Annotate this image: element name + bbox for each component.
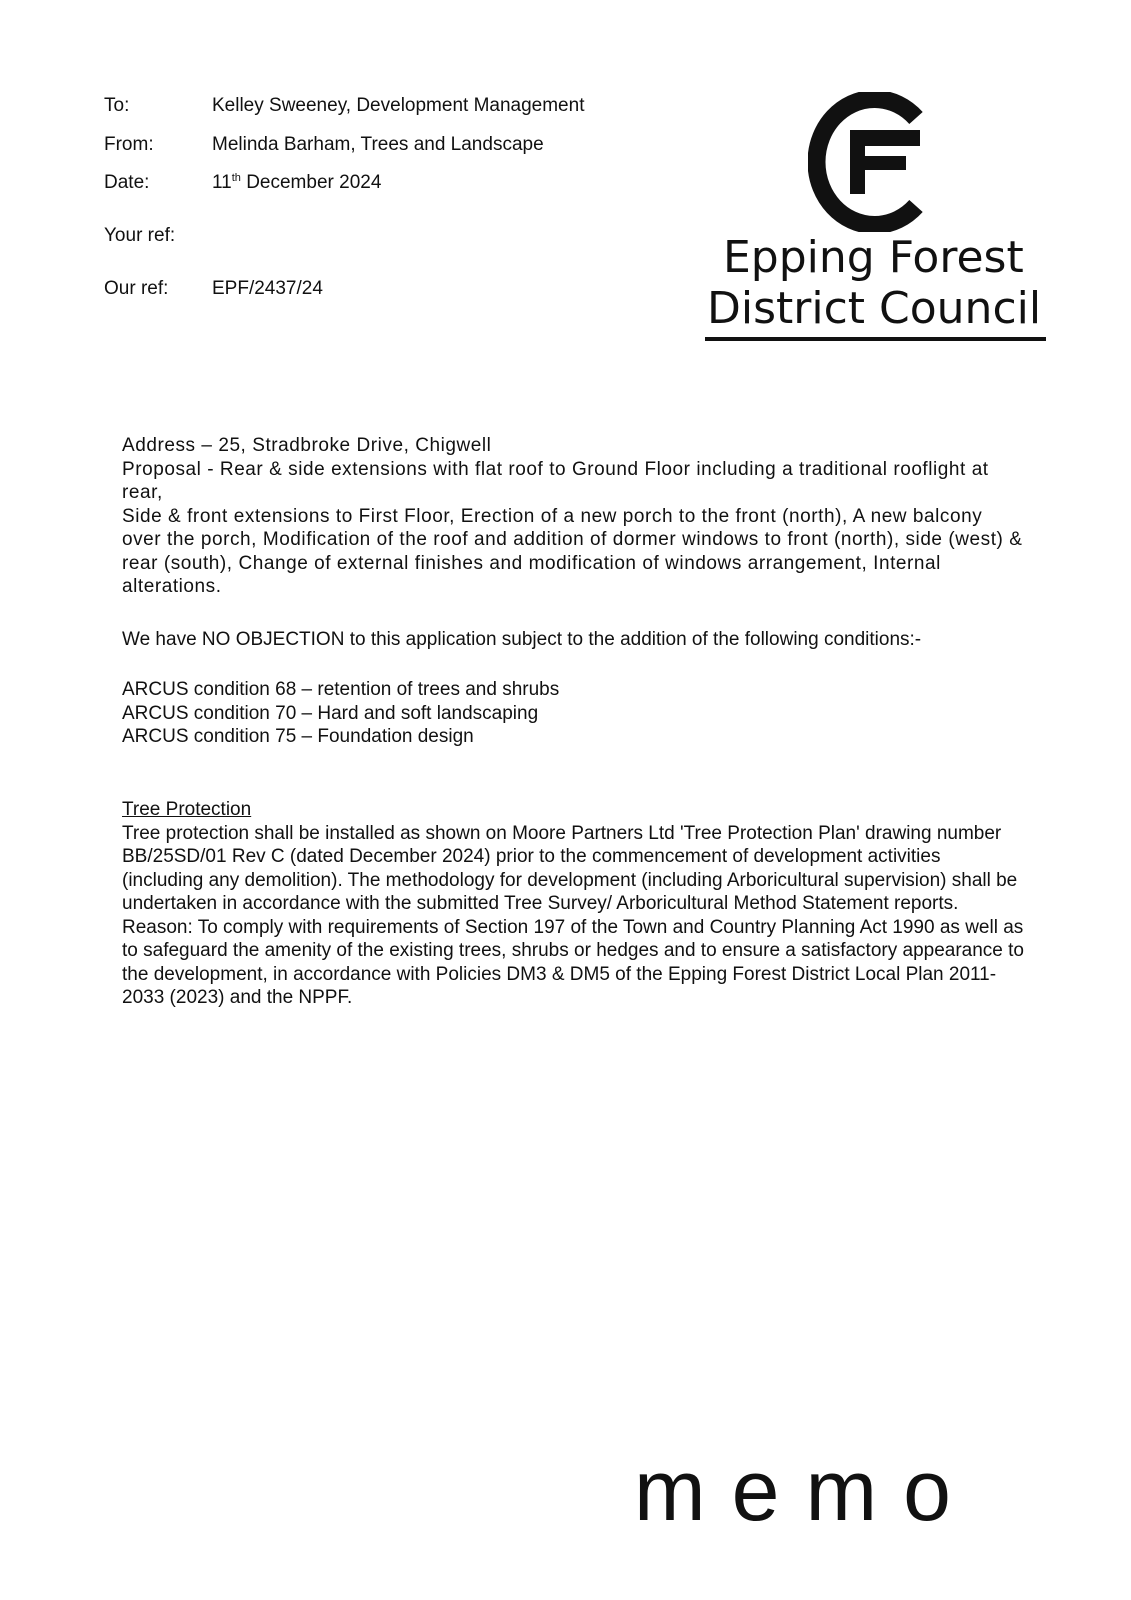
- date-rest: December 2024: [240, 172, 382, 193]
- reason-text: Reason: To comply with requirements of Section 197 of the Town and Country Planning Act 1990 as well as to safeguard the amenity of the existing trees, shrubs or hedges and to ensure a satisfactory appearance to the development, in accordance with Policies DM3 & DM5 of the Epping Forest District Local Plan 2011-2033 (2023) and the NPPF.: [122, 916, 1024, 1008]
- proposal-paragraph-1: Proposal - Rear & side extensions with flat roof to Ground Floor including a traditional rooflight at rear,: [122, 458, 989, 503]
- date-label: Date:: [104, 172, 150, 193]
- logo-text-line1: Epping Forest: [723, 232, 1024, 283]
- condition-item: ARCUS condition 75 – Foundation design: [122, 726, 474, 747]
- proposal-paragraph-2: Side & front extensions to First Floor, Erection of a new porch to the front (north), A new balcony over the porch, Modification of the roof and addition of dormer windows to front (north), side (west) & rear (south), Change of external finishes and modification of windows arrangement, Internal alterations.: [122, 505, 1023, 597]
- logo-underline: [705, 337, 1046, 341]
- our-ref-label: Our ref:: [104, 278, 169, 299]
- council-logo-icon: [808, 92, 924, 232]
- date-value: [212, 171, 381, 195]
- condition-item: ARCUS condition 70 – Hard and soft landscaping: [122, 702, 539, 724]
- your-ref-label: Your ref:: [104, 225, 176, 246]
- no-objection-line: We have NO OBJECTION to this application subject to the addition of the following conditions:-: [122, 629, 922, 650]
- from-label: From:: [104, 134, 154, 155]
- tree-protection-text: Tree protection shall be installed as shown on Moore Partners Ltd 'Tree Protection Plan' drawing number BB/25SD/01 Rev C (dated December 2024) prior to the commencement of development activities (including any demolition). The methodology for development (including Arboricultural supervision) shall be undertaken in accordance with the submitted Tree Survey/ Arboricultural Method Statement reports.: [122, 822, 1018, 914]
- conditions-list: [122, 678, 1027, 749]
- to-value: Kelley Sweeney, Development Management: [212, 95, 585, 116]
- from-value: Melinda Barham, Trees and Landscape: [212, 134, 544, 155]
- memo-footer: memo: [634, 1443, 977, 1539]
- date-day: 11: [212, 172, 232, 193]
- tree-protection-section: [122, 798, 1027, 1010]
- address-line: Address – 25, Stradbroke Drive, Chigwell: [122, 435, 492, 456]
- our-ref-value: EPF/2437/24: [212, 278, 323, 299]
- condition-item: ARCUS condition 68 – retention of trees and shrubs: [122, 679, 560, 700]
- logo-text-line2: District Council: [707, 283, 1042, 334]
- to-label: To:: [104, 95, 130, 116]
- tree-protection-heading: Tree Protection: [122, 799, 252, 820]
- proposal-section: [122, 434, 1027, 599]
- date-suffix: th: [231, 172, 241, 184]
